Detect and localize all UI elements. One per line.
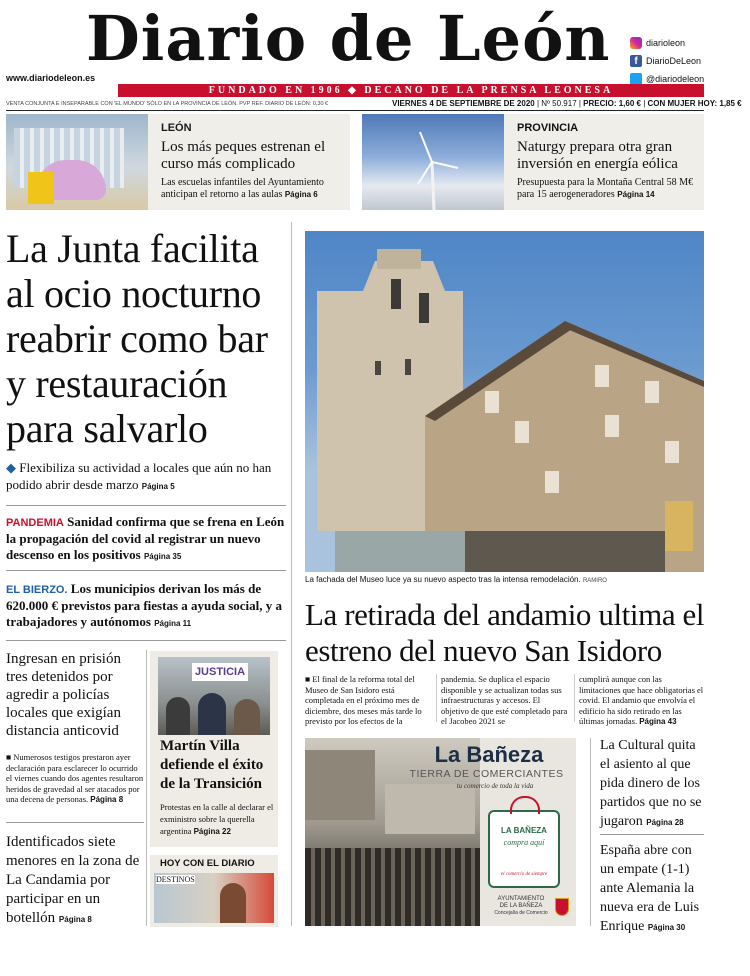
brief-pandemia-label: PANDEMIA (6, 517, 64, 529)
prison-page[interactable]: Página 8 (90, 795, 124, 804)
ad-title: La Bañeza (434, 742, 544, 767)
villa-page[interactable]: Página 22 (193, 827, 231, 836)
wind-turbine-icon (362, 114, 504, 210)
isidoro-page[interactable]: Página 43 (639, 717, 677, 726)
brief-bierzo[interactable]: EL BIERZO. Los municipios derivan los más de 620.000 € previstos para fiestas a ayuda social, y a trabajadores y autónomos Página 11 (6, 581, 283, 629)
teaser-leon-page[interactable]: Página 6 (284, 190, 318, 199)
facebook-handle: DiarioDeLeon (646, 56, 702, 66)
cultural-page[interactable]: Página 28 (646, 818, 684, 827)
square-bullet-icon: ■ (6, 752, 12, 762)
brief-bierzo-label: EL BIERZO. (6, 584, 68, 596)
hoy-photo (154, 873, 274, 923)
crowd-icon (305, 848, 480, 926)
bag-line-3: el comercio de siempre (500, 872, 548, 877)
isidoro-col2: pandemia. Se duplica el espacio disponible y se actualizan todas sus infraestructuras y accesos. El objetivo de que esté completado para el Jacobeo 2021 se (441, 674, 568, 726)
main-page[interactable]: Página 5 (141, 482, 175, 491)
destinos-label: DESTINOS (156, 875, 195, 884)
instagram-icon (630, 37, 642, 49)
edition-date: VIERNES 4 DE SEPTIEMBRE DE 2020 (392, 99, 535, 108)
teaser-provincia[interactable] (362, 114, 704, 210)
ad-la-baneza[interactable] (305, 738, 576, 926)
photo-credit: RAMIRO (582, 578, 607, 584)
espana-story[interactable]: España abre con un empate (1-1) ante Alemania la nueva era de Luis Enrique Página 30 (600, 843, 700, 934)
isidoro-col1: ■ El final de la reforma total del Museo de San Isidoro está completada en el próximo mes de diciembre, dos meses más tarde lo previsto por los efectos de la (305, 674, 422, 726)
coat-of-arms-icon (555, 898, 569, 916)
bag-line-2: compra aquí (503, 838, 545, 847)
brief-pandemia[interactable]: PANDEMIA Sanidad confirma que se frena en León la propagación del covid al registrar un nuevo descenso en los positivos Página 35 (6, 514, 285, 562)
date-line: VIERNES 4 DE SEPTIEMBRE DE 2020 | Nº 50.917 | PRECIO: 1,60 € | CON MUJER HOY: 1,85 € (392, 99, 742, 108)
villa-summary: Protestas en la calle al declarar el exministro sobre la querella argentina Página 22 (160, 802, 274, 836)
main-deck: ◆ Flexibiliza su actividad a locales que aún no han podido abrir desde marzo Página 5 (6, 460, 272, 492)
issue-number: Nº 50.917 (541, 99, 577, 108)
brief-pandemia-page[interactable]: Página 35 (143, 552, 182, 561)
site-url[interactable]: www.diariodeleon.es (6, 73, 96, 83)
price-extra: CON MUJER HOY: 1,85 € (647, 99, 742, 108)
isidoro-photo (305, 231, 704, 572)
ad-slogan: tu comercio de toda la vida (456, 782, 534, 790)
cultural-story[interactable]: La Cultural quita el asiento al que pida dinero de los partidos que no se jugaron Página 28 (600, 738, 702, 829)
instagram-handle: diarioleon (646, 38, 686, 48)
diamond-bullet-icon: ◆ (6, 460, 16, 475)
villa-box[interactable] (150, 651, 278, 847)
ad-subtitle: TIERRA DE COMERCIANTES (409, 768, 564, 780)
social-facebook[interactable] (630, 52, 746, 70)
protester-icon (166, 697, 190, 735)
teaser-provincia-summary: Presupuesta para la Montaña Central 58 M€ para 15 aerogeneradores Página 14 (517, 177, 694, 200)
isidoro-caption: La fachada del Museo luce ya su nuevo aspecto tras la intensa remodelación. RAMIRO (305, 575, 607, 584)
espana-page[interactable]: Página 30 (647, 923, 686, 932)
candamia-page[interactable]: Página 8 (58, 915, 92, 924)
hoy-box[interactable] (150, 855, 278, 927)
basilica-illustration (305, 231, 704, 572)
teaser-leon-summary: Las escuelas infantiles del Ayuntamiento anticipan el retorno a las aulas Página 6 (161, 177, 324, 200)
villa-photo (158, 657, 270, 735)
fine-print: VENTA CONJUNTA E INSEPARABLE CON 'EL MUNDO' SÓLO EN LA PROVINCIA DE LEÓN. PVP REF. DIARIO DE LEÓN: 0,30 € (6, 101, 329, 107)
villa-headline[interactable]: Martín Villa defiende el éxito de la Transición (160, 738, 264, 792)
teaser-provincia-section: PROVINCIA (517, 122, 579, 134)
tagline-bar: FUNDADO EN 1906 ◆ DECANO DE LA PRENSA LEONESA (118, 84, 704, 97)
isidoro-col3: cumplirá aunque con las limitaciones que hace obligatorias el covid. El andamio que envolvía el edificio ha sido retirado en las últimas jornadas. Página 43 (579, 674, 704, 726)
teaser-leon-section: LEÓN (161, 122, 192, 134)
teaser-provincia-photo (362, 114, 504, 210)
justicia-sign: JUSTICIA (192, 663, 248, 681)
twitter-handle: @diariodeleon (646, 74, 705, 84)
social-instagram[interactable] (630, 34, 746, 52)
teaser-provincia-page[interactable]: Página 14 (617, 190, 655, 199)
square-bullet-icon: ■ (305, 674, 311, 684)
brief-bierzo-page[interactable]: Página 11 (154, 619, 192, 628)
main-headline[interactable]: La Junta facilita al ocio nocturno reabrir como bar y restauración para salvarlo (6, 226, 268, 451)
shopping-bag-icon (488, 810, 560, 888)
ad-sponsor: AYUNTAMIENTO DE LA BAÑEZA Concejalía de Comercio (494, 896, 548, 916)
teaser-provincia-headline[interactable]: Naturgy prepara otra gran inversión en energía eólica (517, 139, 678, 172)
price: PRECIO: 1,60 € (583, 99, 641, 108)
teaser-leon-headline[interactable]: Los más peques estrenan el curso más complicado (161, 139, 326, 172)
isidoro-headline[interactable]: La retirada del andamio ultima el estreno del nuevo San Isidoro (305, 597, 705, 668)
bag-line-1: LA BAÑEZA (501, 826, 547, 835)
candamia-headline[interactable]: Identificados siete menores en la zona de La Candamia por participar en un botellón Página 8 (6, 834, 140, 926)
hoy-title: HOY CON EL DIARIO (160, 858, 255, 869)
facebook-icon: f (630, 55, 642, 67)
teaser-leon-photo (6, 114, 148, 210)
prison-headline[interactable]: Ingresan en prisión tres detenidos por agredir a policías locales que exigían distancia anticovid (6, 651, 121, 739)
masthead-title: Diario de León (86, 2, 611, 75)
social-links (630, 34, 746, 88)
teaser-leon[interactable] (6, 114, 350, 210)
prison-body: ■ Numerosos testigos prestaron ayer declaración para esclarecer lo ocurrido el viernes cuando dos agentes resultaron heridos de gravedad al ser atacados por una decena de personas. Página 8 (6, 752, 144, 804)
